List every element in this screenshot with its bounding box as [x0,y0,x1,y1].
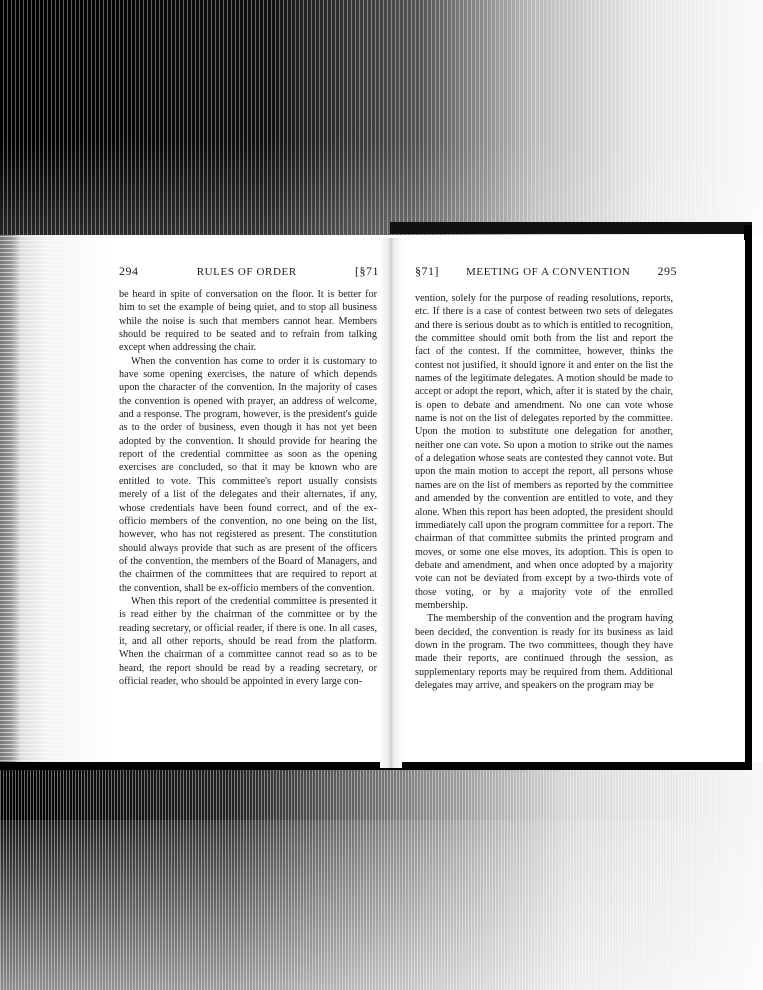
left-body-text [119,288,377,688]
right-page-number: 295 [657,264,677,278]
left-section-mark: [§71 [355,264,379,278]
scan-fade-bottom [0,820,763,990]
left-paragraph-1: be heard in spite of conversation on the floor. It is better for him to set the example of being quiet, and to stop all business while the noise is such that members cannot hear. Members should be required to be seated and to refrain from talking except when addressing the chair. [119,289,377,354]
scan-background-left [0,235,115,765]
right-paragraph-2: The membership of the convention and the program having been decided, the convention is ready for its business as laid down in the program. The two committees, though they have made their reports, are continued through the session, as supplementary reports may be required from them. Additional delegates may arrive, and speakers on the program may be [415,613,673,691]
book-edge-right [744,225,752,770]
left-page [115,240,385,762]
book-edge-top [390,222,752,234]
right-running-title: MEETING OF A CONVENTION [466,266,631,278]
left-page-number: 294 [119,264,139,278]
right-page [405,240,745,762]
left-running-title: RULES OF ORDER [196,266,297,278]
right-running-head [415,264,677,279]
left-paragraph-2: When the convention has come to order it is customary to have some opening exercises, the nature of which depends upon the character of the convention. In the majority of cases the convention is opened with prayer, an address of welcome, and a response. The program, however, is the president's guide as to the order of business, even though it has not yet been adopted by the convention. It should provide for hearing the report of the credential committee as soon as the opening exercises are concluded, so that it may be known who are entitled to vote. This committee's report usually consists merely of a list of the delegates and their alternates, if any, whose credentials have been found correct, and of the ex-officio members of the convention, no one being on the list, however, who has not registered as present. The constitution should always provide that such as are present of the officers of the convention, the members of the Board of Managers, and the chairmen of the committees that are required to report at the convention, shall be ex-officio members of the convention. [119,355,377,594]
right-section-mark: §71] [415,264,439,278]
left-paragraph-3: When this report of the credential committee is presented it is read either by the chairman of the committee or by the reading secretary, or official reader, if there is one. In all cases, it, and all other reports, should be read from the platform. When the chairman of a committee cannot read so as to be heard, the report should be read by a reading secretary, or official reader, who should be appointed in every large con- [119,595,377,687]
scan-fade-top [0,140,763,235]
book-edge-bottom [0,762,750,770]
left-running-head [119,264,379,279]
right-body-text [415,292,673,692]
book-gutter [380,238,402,768]
right-paragraph-1: vention, solely for the purpose of reading resolutions, reports, etc. If there is a case of contest between two sets of delegates and there is serious doubt as to which is entitled to recognition, the committee should omit both from the list and report the fact of the contest. If the committee, however, thinks the contest not justified, it should ignore it and enter on the list the names of the legitimate delegates. A motion should be made to accept or adopt the report, which, after it is stated by the chair, is open to debate and amendment. No one can vote whose name is not on the list of delegates reported by the committee. Upon the motion to substitute one delegation for another, neither one can vote. So upon a motion to strike out the names of a delegation whose seats are contested they cannot vote. But upon the main motion to accept the report, all persons whose names are on the list of members as reported by the committee and amended by the convention are entitled to vote, and they alone. When this report has been adopted, the president should immediately call upon the program committee for a report. The chairman of that committee submits the printed program and moves, or some one else moves, its adoption. This is open to debate and amendment, and when once adopted by a majority vote can not be deviated from except by a two-thirds vote of those voting, or by a majority vote of the enrolled membership. [415,293,673,611]
